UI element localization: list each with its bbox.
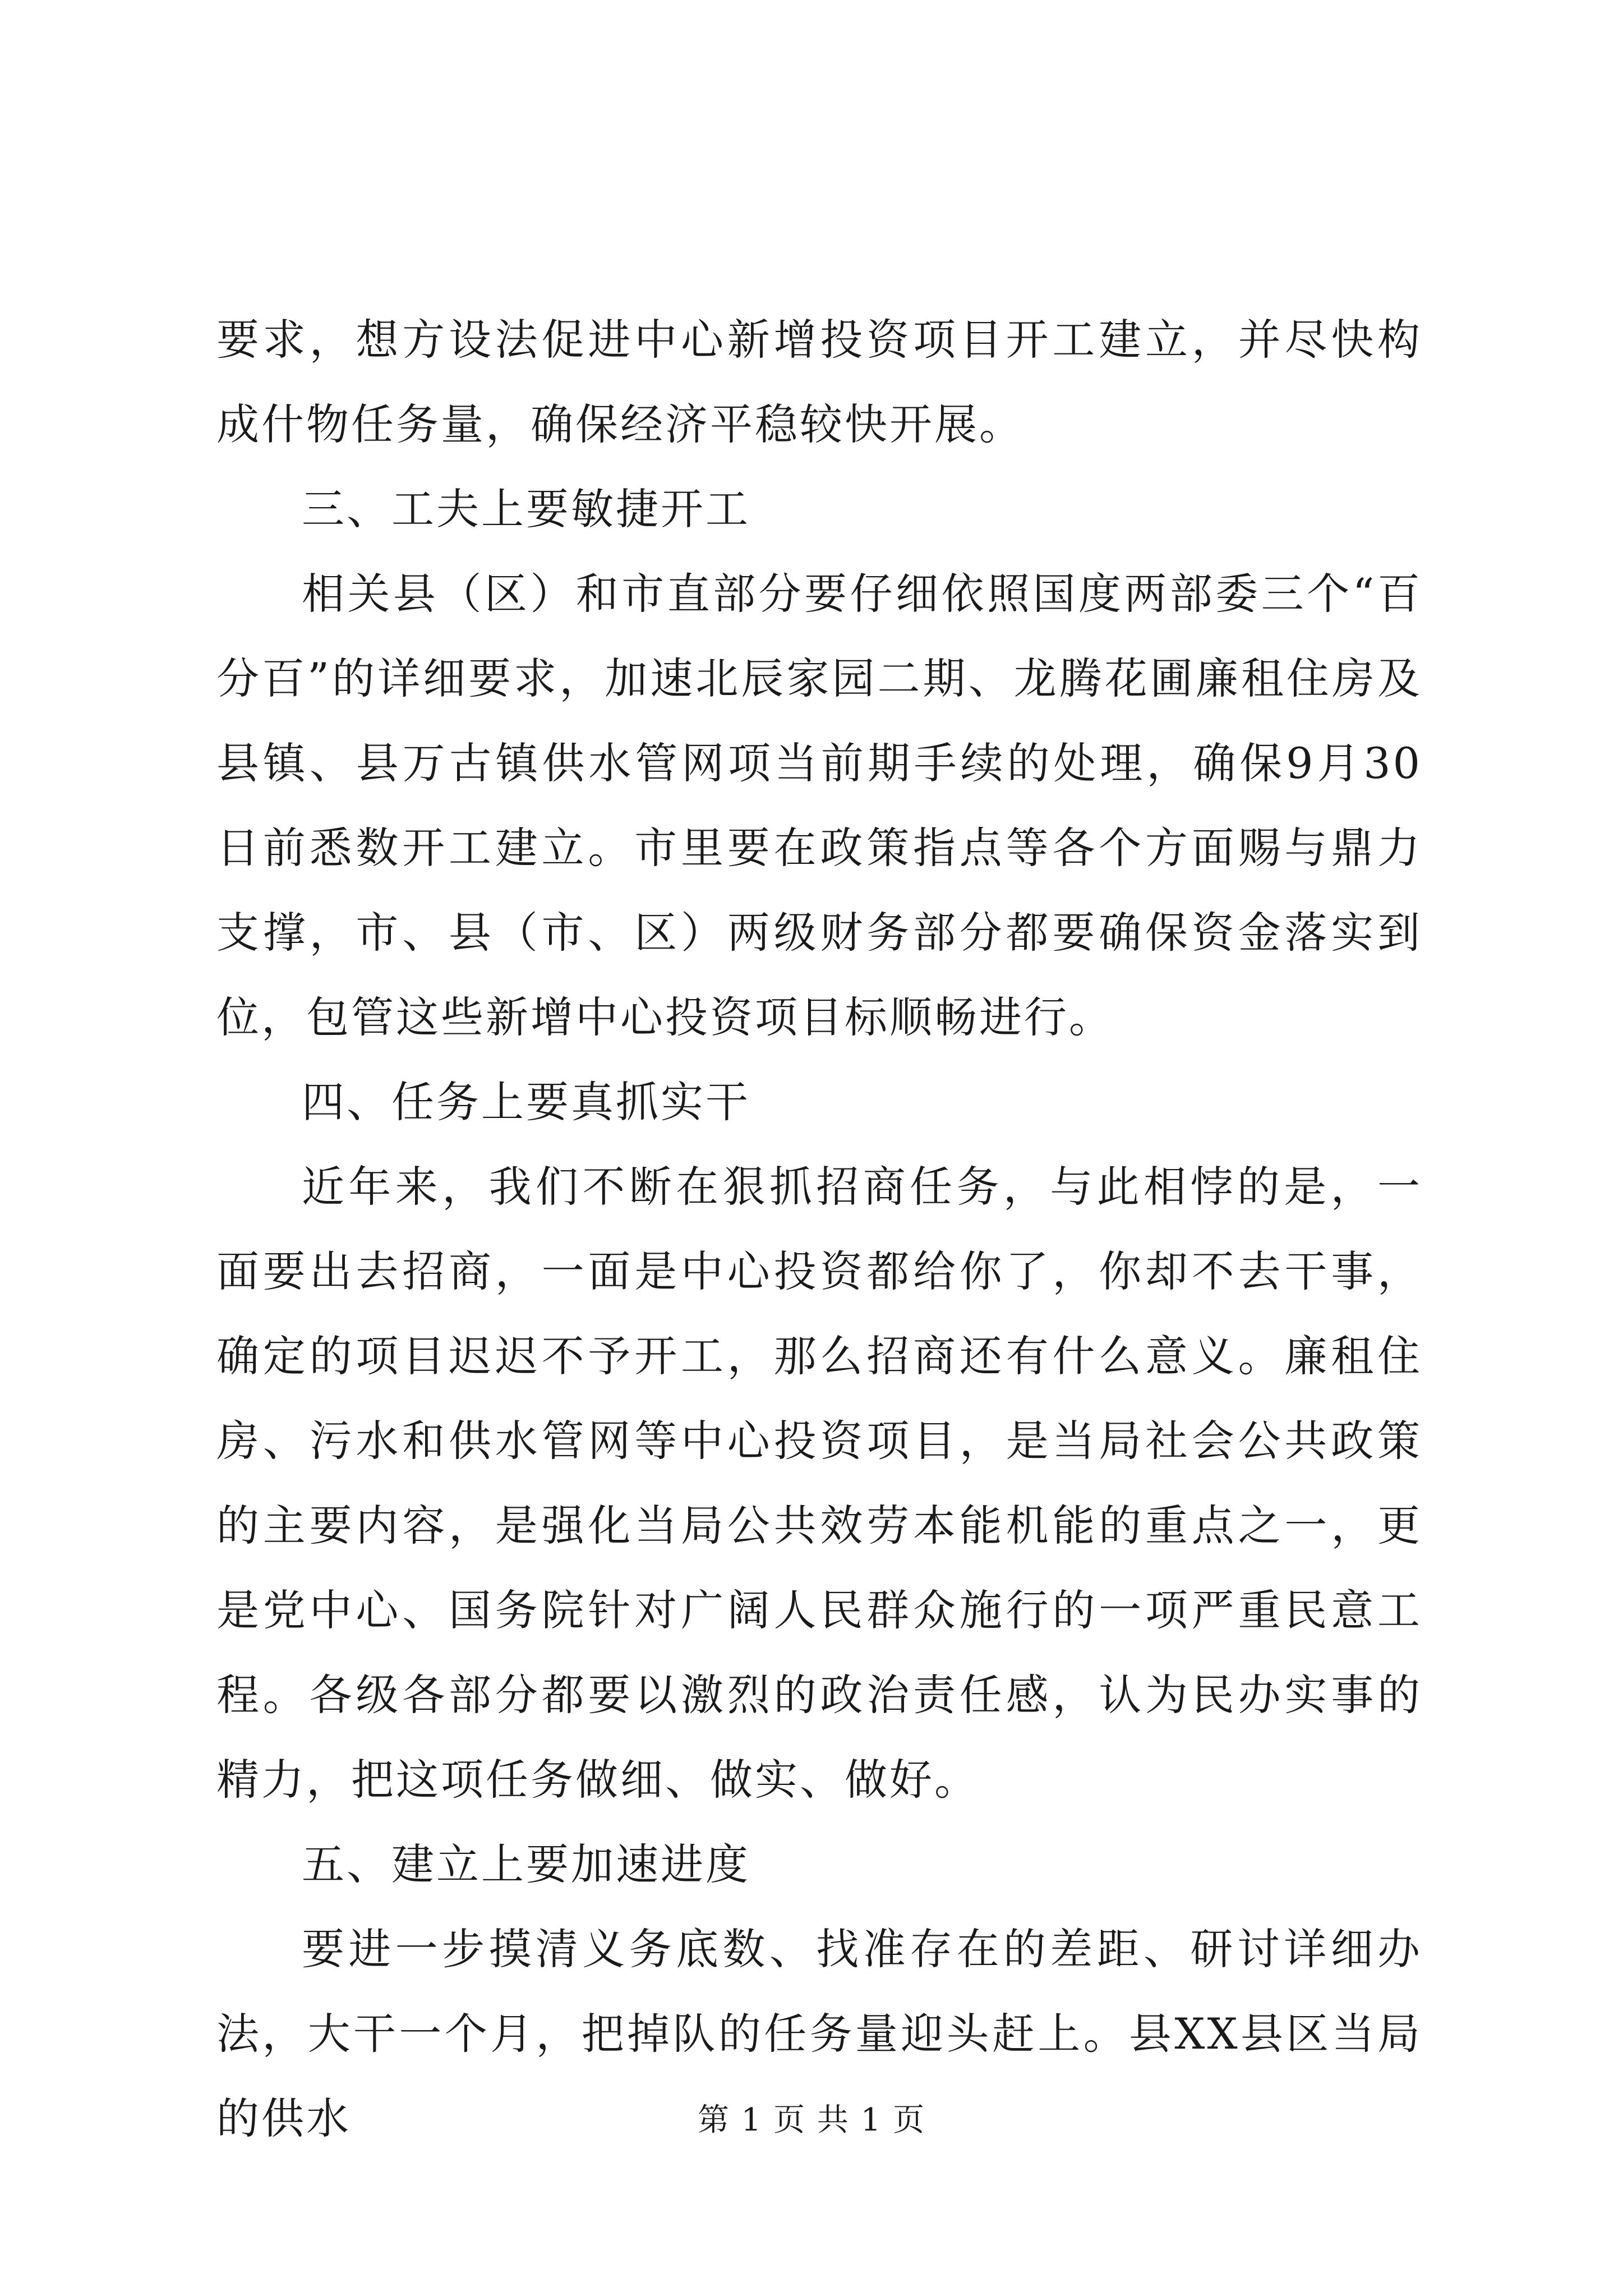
paragraph-section-5: 要进一步摸清义务底数、找准存在的差距、研讨详细办法，大干一个月，把掉队的任务量迎头赶上。县XX县区当局的供水 [216, 1924, 1422, 2143]
paragraph-continuation: 要求，想方设法促进中心新增投资项目开工建立，并尽快构成什物任务量，确保经济平稳较快开展。 [216, 315, 1422, 449]
page-number-label: 第 1 页 共 1 页 [697, 2102, 926, 2138]
paragraph-section-4: 近年来，我们不断在狠抓招商任务，与此相悖的是，一面要出去招商，一面是中心投资都给你了，你却不去干事，确定的项目迟迟不予开工，那么招商还有什么意义。廉租住房、污水和供水管网等中心投资项目，是当局社会公共政策的主要内容，是强化当局公共效劳本能机能的重点之一，更是党中心、国务院针对广阔人民群众施行的一项严重民意工程。各级各部分都要以激烈的政治责任感，认为民办实事的精力，把这项任务做细、做实、做好。 [216, 1162, 1422, 1805]
page-footer [0, 2098, 1623, 2143]
section-heading-5: 五、建立上要加速进度 [302, 1839, 750, 1889]
section-heading-4: 四、任务上要真抓实干 [302, 1077, 750, 1127]
document-body [216, 297, 1422, 2161]
paragraph-section-3: 相关县（区）和市直部分要仔细依照国度两部委三个“百分百”的详细要求，加速北辰家园二期、龙腾花圃廉租住房及县镇、县万古镇供水管网项当前期手续的处理，确保9月30日前悉数开工建立。市里要在政策指点等各个方面赐与鼎力支撑，市、县（市、区）两级财务部分都要确保资金落实到位，包管这些新增中心投资项目标顺畅进行。 [216, 569, 1422, 1042]
section-heading-3: 三、工夫上要敏捷开工 [302, 484, 750, 534]
